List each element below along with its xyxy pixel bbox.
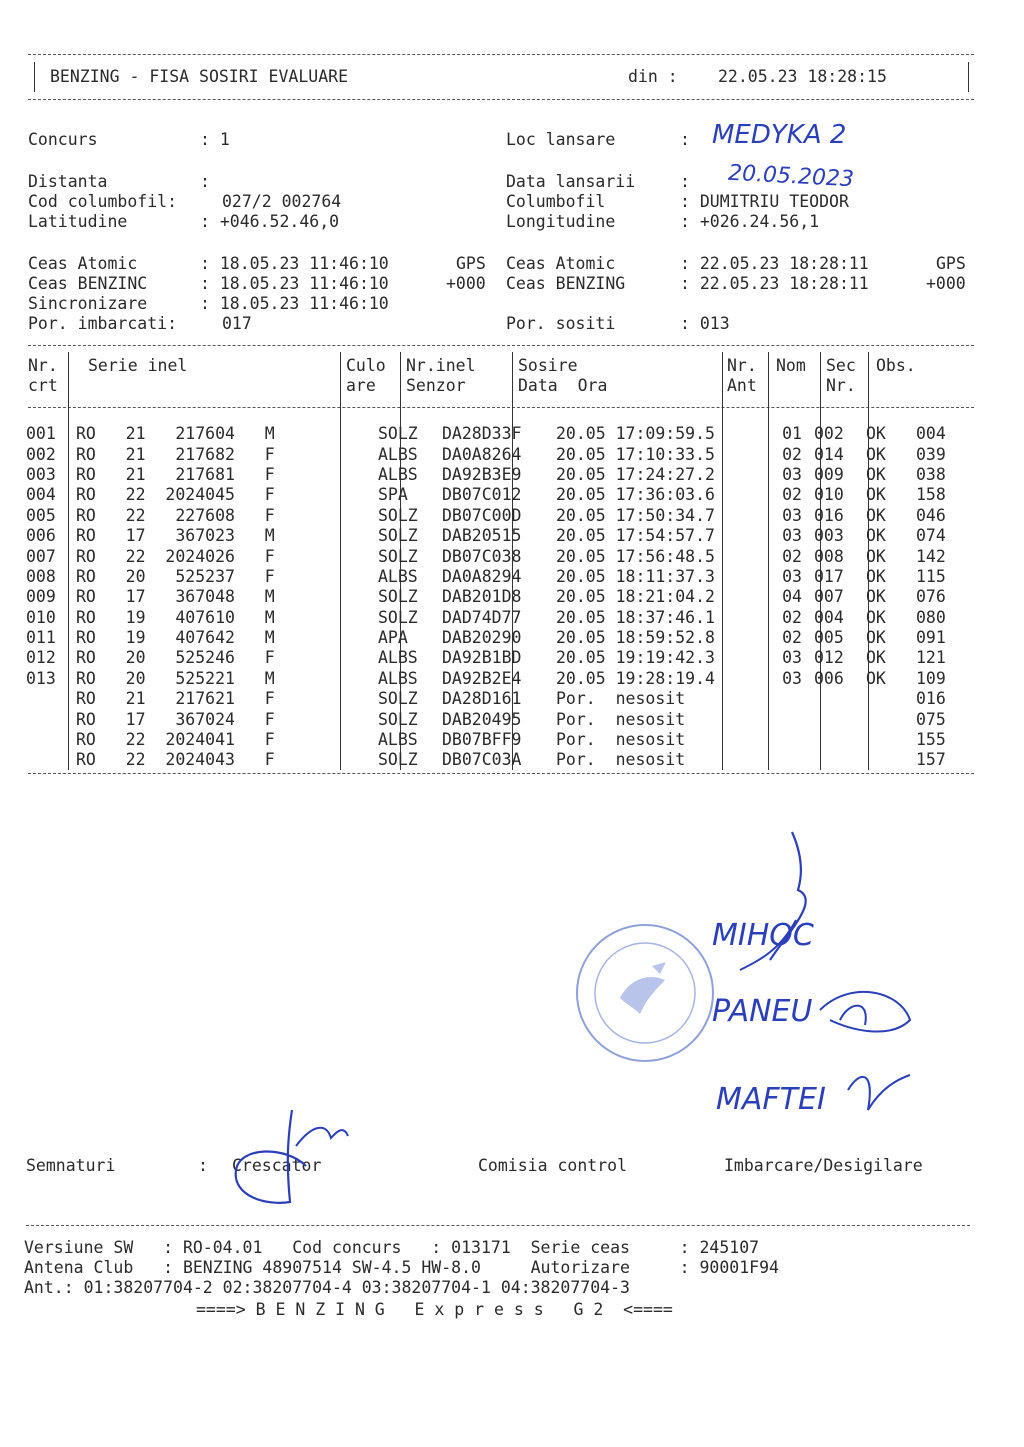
row-senzor: DAB20290 bbox=[442, 628, 522, 648]
row-senzor: DB07C038 bbox=[442, 546, 522, 566]
row-nr-crt: 011 bbox=[26, 628, 56, 648]
row-culoare: SOLZ bbox=[378, 709, 418, 729]
row-sec: OK bbox=[866, 526, 886, 546]
ceas-benzing-left-suffix: +000 bbox=[446, 274, 486, 293]
row-serie-inel: RO 17 367024 F bbox=[76, 709, 275, 729]
table-row bbox=[26, 648, 996, 668]
row-nr-ant: 02 bbox=[782, 485, 802, 505]
data-lansarii-handwritten: 20.05.2023 bbox=[727, 160, 855, 193]
row-obs: 121 bbox=[916, 648, 946, 668]
row-senzor: DA0A8264 bbox=[442, 444, 522, 464]
row-obs: 157 bbox=[916, 750, 946, 770]
row-serie-inel: RO 21 217681 F bbox=[76, 464, 275, 484]
row-serie-inel: RO 21 217621 F bbox=[76, 689, 275, 709]
row-nr-ant: 03 bbox=[782, 526, 802, 546]
row-nr-ant: 02 bbox=[782, 546, 802, 566]
row-senzor: DAD74D77 bbox=[442, 607, 522, 627]
row-senzor: DB07C00D bbox=[442, 505, 522, 525]
row-nr-crt: 009 bbox=[26, 587, 56, 607]
row-obs: 016 bbox=[916, 689, 946, 709]
row-sosire: 20.05 18:37:46.1 bbox=[556, 607, 715, 627]
latitudine-label: Latitudine bbox=[28, 212, 128, 231]
row-nom: 012 bbox=[814, 648, 844, 668]
report-date-label: din : bbox=[628, 67, 678, 86]
table-row bbox=[26, 567, 996, 587]
row-senzor: DA28D33F bbox=[442, 424, 522, 444]
report-title: BENZING - FISA SOSIRI EVALUARE bbox=[50, 67, 349, 86]
data-lansarii-colon: : bbox=[680, 172, 690, 191]
row-sosire: 20.05 17:54:57.7 bbox=[556, 526, 715, 546]
row-nom: 016 bbox=[814, 505, 844, 525]
row-nom bbox=[808, 709, 860, 729]
arrivals-table bbox=[26, 424, 996, 771]
row-nr-ant: 02 bbox=[782, 628, 802, 648]
ceas-benzing-left-value: : 18.05.23 11:46:10 bbox=[200, 274, 389, 293]
crescator-label: Crescator bbox=[232, 1156, 322, 1175]
columbofil-label: Columbofil bbox=[506, 192, 606, 211]
row-nom bbox=[808, 730, 860, 750]
row-sec: OK bbox=[866, 607, 886, 627]
row-obs: 080 bbox=[916, 607, 946, 627]
latitudine-value: : +046.52.46,0 bbox=[200, 212, 340, 231]
header-obs: Obs. bbox=[876, 356, 916, 375]
table-row bbox=[26, 628, 996, 648]
imbarcare-desigilare-label: Imbarcare/Desigilare bbox=[724, 1156, 923, 1175]
row-sec: OK bbox=[866, 485, 886, 505]
row-nom: 007 bbox=[814, 587, 844, 607]
row-culoare: SPA bbox=[378, 485, 408, 505]
porumbei-sositi-value: : 013 bbox=[680, 314, 730, 333]
row-sosire: Por. nesosit bbox=[556, 689, 686, 709]
row-senzor: DA0A8294 bbox=[442, 566, 522, 586]
row-nr-ant: 04 bbox=[782, 587, 802, 607]
row-nom: 009 bbox=[814, 464, 844, 484]
porumbei-imbarcati-label: Por. imbarcati: bbox=[28, 314, 178, 333]
distanta-label: Distanta bbox=[28, 172, 108, 191]
row-nr-ant: 03 bbox=[782, 566, 802, 586]
row-serie-inel: RO 20 525237 F bbox=[76, 566, 275, 586]
row-sec: OK bbox=[866, 505, 886, 525]
row-serie-inel: RO 17 367023 M bbox=[76, 526, 275, 546]
row-obs: 155 bbox=[916, 730, 946, 750]
row-sec: OK bbox=[866, 444, 886, 464]
row-culoare: SOLZ bbox=[378, 424, 418, 444]
longitudine-label: Longitudine bbox=[506, 212, 616, 231]
row-obs: 115 bbox=[916, 566, 946, 586]
cod-columbofil-value: 027/2 002764 bbox=[222, 192, 342, 211]
row-serie-inel: RO 21 217604 M bbox=[76, 424, 275, 444]
row-sosire: 20.05 17:56:48.5 bbox=[556, 546, 715, 566]
table-row bbox=[26, 709, 996, 729]
row-senzor: DA28D161 bbox=[442, 689, 522, 709]
ceas-benzing-right-label: Ceas BENZING bbox=[506, 274, 626, 293]
table-row bbox=[26, 485, 996, 505]
row-nr-crt: 002 bbox=[26, 444, 56, 464]
comisia-control-label: Comisia control bbox=[478, 1156, 628, 1175]
concurs-label: Concurs bbox=[28, 130, 98, 149]
ceas-benzing-left-label: Ceas BENZINC bbox=[28, 274, 148, 293]
header-nr-ant-2: Ant bbox=[727, 376, 757, 395]
header-right-border bbox=[968, 62, 969, 92]
ceas-atomic-right-suffix: GPS bbox=[936, 254, 966, 273]
row-obs: 039 bbox=[916, 444, 946, 464]
concurs-value: : 1 bbox=[200, 130, 230, 149]
row-nr-crt: 007 bbox=[26, 546, 56, 566]
row-sosire: 20.05 17:09:59.5 bbox=[556, 424, 715, 444]
row-sosire: 20.05 19:28:19.4 bbox=[556, 668, 715, 688]
header-nom: Nom bbox=[776, 356, 806, 375]
row-obs: 046 bbox=[916, 505, 946, 525]
ceas-atomic-left-value: : 18.05.23 11:46:10 bbox=[200, 254, 389, 273]
row-obs: 109 bbox=[916, 668, 946, 688]
header-culoare-1: Culo bbox=[346, 356, 386, 375]
row-culoare: ALBS bbox=[378, 464, 418, 484]
header-bottom-border bbox=[28, 99, 974, 100]
semnaturi-label: Semnaturi bbox=[26, 1156, 116, 1175]
table-row bbox=[26, 424, 996, 444]
footer-top-border bbox=[26, 1225, 970, 1226]
row-senzor: DA92B1BD bbox=[442, 648, 522, 668]
row-sec: OK bbox=[866, 464, 886, 484]
row-serie-inel: RO 17 367048 M bbox=[76, 587, 275, 607]
footer-line-software: Versiune SW : RO-04.01 Cod concurs : 013171 Serie ceas : 245107 bbox=[24, 1238, 760, 1257]
header-sec-2: Nr. bbox=[826, 376, 856, 395]
row-serie-inel: RO 22 2024043 F bbox=[76, 750, 275, 770]
row-nr-crt: 008 bbox=[26, 566, 56, 586]
row-nom: 014 bbox=[814, 444, 844, 464]
row-senzor: DB07C012 bbox=[442, 485, 522, 505]
header-nr: Nr. bbox=[28, 356, 58, 375]
row-sec: OK bbox=[866, 424, 886, 444]
row-nr-crt: 005 bbox=[26, 505, 56, 525]
row-serie-inel: RO 20 525246 F bbox=[76, 648, 275, 668]
row-culoare: APA bbox=[378, 628, 408, 648]
row-nr-crt: 006 bbox=[26, 526, 56, 546]
table-row bbox=[26, 608, 996, 628]
table-row bbox=[26, 669, 996, 689]
ceas-atomic-left-suffix: GPS bbox=[456, 254, 486, 273]
ceas-atomic-right-value: : 22.05.23 18:28:11 bbox=[680, 254, 869, 273]
ceas-atomic-left-label: Ceas Atomic bbox=[28, 254, 138, 273]
longitudine-value: : +026.24.56,1 bbox=[680, 212, 820, 231]
header-serie-inel: Serie inel bbox=[88, 356, 188, 375]
row-nr-ant bbox=[764, 730, 808, 750]
row-serie-inel: RO 22 2024041 F bbox=[76, 730, 275, 750]
row-nom: 010 bbox=[814, 485, 844, 505]
header-sosire: Sosire bbox=[518, 356, 578, 375]
loc-lansare-colon: : bbox=[680, 130, 690, 149]
row-nr-ant: 02 bbox=[782, 444, 802, 464]
table-bottom-border bbox=[28, 773, 974, 774]
ceas-benzing-right-value: : 22.05.23 18:28:11 bbox=[680, 274, 869, 293]
header-top-border bbox=[28, 54, 974, 55]
row-nom: 005 bbox=[814, 628, 844, 648]
row-serie-inel: RO 22 2024045 F bbox=[76, 485, 275, 505]
row-sec: OK bbox=[866, 648, 886, 668]
header-nr-ant-1: Nr. bbox=[727, 356, 757, 375]
row-senzor: DAB201D8 bbox=[442, 587, 522, 607]
row-sosire: 20.05 17:24:27.2 bbox=[556, 464, 715, 484]
table-row bbox=[26, 506, 996, 526]
row-sec: OK bbox=[866, 668, 886, 688]
row-culoare: SOLZ bbox=[378, 607, 418, 627]
row-culoare: SOLZ bbox=[378, 587, 418, 607]
row-nom bbox=[808, 750, 860, 770]
row-nom: 002 bbox=[814, 424, 844, 444]
data-lansarii-label: Data lansarii bbox=[506, 172, 636, 191]
row-culoare: SOLZ bbox=[378, 750, 418, 770]
row-nr-ant: 02 bbox=[782, 607, 802, 627]
row-sec bbox=[860, 709, 908, 729]
loc-lansare-handwritten: MEDYKA 2 bbox=[712, 120, 847, 150]
row-senzor: DA92B3E9 bbox=[442, 464, 522, 484]
row-culoare: ALBS bbox=[378, 648, 418, 668]
row-culoare: ALBS bbox=[378, 566, 418, 586]
signature-name-2: PANEU bbox=[712, 994, 813, 1029]
row-sosire: Por. nesosit bbox=[556, 730, 686, 750]
row-nr-ant: 03 bbox=[782, 505, 802, 525]
table-row bbox=[26, 689, 996, 709]
row-senzor: DB07BFF9 bbox=[442, 730, 522, 750]
row-nr-ant: 01 bbox=[782, 424, 802, 444]
row-nr-crt: 012 bbox=[26, 648, 56, 668]
row-nr-crt: 003 bbox=[26, 464, 56, 484]
header-senzor-1: Nr.inel bbox=[406, 356, 476, 375]
row-serie-inel: RO 20 525221 M bbox=[76, 668, 275, 688]
columbofil-value: : DUMITRIU TEODOR bbox=[680, 192, 849, 211]
club-stamp bbox=[570, 918, 720, 1068]
row-serie-inel: RO 19 407642 M bbox=[76, 628, 275, 648]
row-sec: OK bbox=[866, 546, 886, 566]
row-sosire: 20.05 17:10:33.5 bbox=[556, 444, 715, 464]
ceas-atomic-right-label: Ceas Atomic bbox=[506, 254, 616, 273]
row-nr-crt: 001 bbox=[26, 424, 56, 444]
row-culoare: SOLZ bbox=[378, 689, 418, 709]
report-date-value: 22.05.23 18:28:15 bbox=[718, 67, 887, 86]
row-nom: 006 bbox=[814, 668, 844, 688]
row-obs: 075 bbox=[916, 709, 946, 729]
distanta-value: : bbox=[200, 172, 210, 191]
row-nom: 003 bbox=[814, 526, 844, 546]
loc-lansare-label: Loc lansare bbox=[506, 130, 616, 149]
footer-line-antena: Antena Club : BENZING 48907514 SW-4.5 HW-8.0 Autorizare : 90001F94 bbox=[24, 1258, 779, 1277]
row-nr-crt: 013 bbox=[26, 668, 56, 688]
row-sosire: Por. nesosit bbox=[556, 750, 686, 770]
row-nom bbox=[808, 689, 860, 709]
row-serie-inel: RO 19 407610 M bbox=[76, 607, 275, 627]
row-nom: 017 bbox=[814, 566, 844, 586]
table-row bbox=[26, 465, 996, 485]
row-senzor: DAB20515 bbox=[442, 526, 522, 546]
row-nom: 004 bbox=[814, 607, 844, 627]
row-culoare: ALBS bbox=[378, 668, 418, 688]
header-culoare-2: are bbox=[346, 376, 376, 395]
table-row bbox=[26, 444, 996, 464]
row-serie-inel: RO 22 2024026 F bbox=[76, 546, 275, 566]
committee-signature-strokes bbox=[700, 820, 940, 1140]
table-row bbox=[26, 546, 996, 566]
header-sec-1: Sec bbox=[826, 356, 856, 375]
table-row bbox=[26, 730, 996, 750]
row-obs: 004 bbox=[916, 424, 946, 444]
row-sec bbox=[860, 689, 908, 709]
header-senzor-2: Senzor bbox=[406, 376, 466, 395]
sincronizare-label: Sincronizare bbox=[28, 294, 148, 313]
row-obs: 091 bbox=[916, 628, 946, 648]
table-row bbox=[26, 750, 996, 770]
row-nr-ant bbox=[764, 689, 808, 709]
row-senzor: DAB20495 bbox=[442, 709, 522, 729]
header-data-ora: Data Ora bbox=[518, 376, 608, 395]
footer-line-antennas: Ant.: 01:38207704-2 02:38207704-4 03:38207704-1 04:38207704-3 bbox=[24, 1278, 630, 1297]
table-header-bottom-border bbox=[28, 407, 974, 408]
row-culoare: SOLZ bbox=[378, 505, 418, 525]
row-nr-ant: 03 bbox=[782, 668, 802, 688]
row-sosire: 20.05 18:21:04.2 bbox=[556, 587, 715, 607]
row-obs: 038 bbox=[916, 464, 946, 484]
row-obs: 142 bbox=[916, 546, 946, 566]
row-nr-ant: 03 bbox=[782, 648, 802, 668]
row-sosire: 20.05 18:11:37.3 bbox=[556, 566, 715, 586]
row-sosire: 20.05 19:19:42.3 bbox=[556, 648, 715, 668]
row-nr-ant bbox=[764, 709, 808, 729]
row-sosire: 20.05 18:59:52.8 bbox=[556, 628, 715, 648]
row-sec: OK bbox=[866, 566, 886, 586]
sincronizare-value: : 18.05.23 11:46:10 bbox=[200, 294, 389, 313]
row-nr-crt bbox=[26, 709, 68, 729]
semnaturi-colon: : bbox=[198, 1156, 208, 1175]
table-row bbox=[26, 587, 996, 607]
table-row bbox=[26, 526, 996, 546]
row-senzor: DA92B2E4 bbox=[442, 668, 522, 688]
porumbei-imbarcati-value: 017 bbox=[222, 314, 252, 333]
row-nr-crt bbox=[26, 689, 68, 709]
row-culoare: SOLZ bbox=[378, 546, 418, 566]
row-serie-inel: RO 21 217682 F bbox=[76, 444, 275, 464]
signature-name-1: MIHOC bbox=[712, 918, 814, 953]
row-obs: 074 bbox=[916, 526, 946, 546]
porumbei-sositi-label: Por. sositi bbox=[506, 314, 616, 333]
row-nom: 008 bbox=[814, 546, 844, 566]
header-crt: crt bbox=[28, 376, 58, 395]
row-nr-crt bbox=[26, 750, 68, 770]
row-nr-crt: 010 bbox=[26, 607, 56, 627]
row-nr-crt bbox=[26, 730, 68, 750]
row-culoare: SOLZ bbox=[378, 526, 418, 546]
row-nr-ant: 03 bbox=[782, 464, 802, 484]
row-sosire: 20.05 17:50:34.7 bbox=[556, 505, 715, 525]
row-obs: 076 bbox=[916, 587, 946, 607]
row-sec: OK bbox=[866, 587, 886, 607]
row-culoare: ALBS bbox=[378, 444, 418, 464]
row-sec bbox=[860, 750, 908, 770]
row-sec: OK bbox=[866, 628, 886, 648]
row-nr-crt: 004 bbox=[26, 485, 56, 505]
cod-columbofil-label: Cod columbofil: bbox=[28, 192, 178, 211]
row-sec bbox=[860, 730, 908, 750]
crescator-signature bbox=[226, 1106, 356, 1216]
row-sosire: 20.05 17:36:03.6 bbox=[556, 485, 715, 505]
row-culoare: ALBS bbox=[378, 730, 418, 750]
ceas-benzing-right-suffix: +000 bbox=[926, 274, 966, 293]
table-header-top-border bbox=[28, 345, 974, 346]
row-serie-inel: RO 22 227608 F bbox=[76, 505, 275, 525]
row-senzor: DB07C03A bbox=[442, 750, 522, 770]
header-left-border bbox=[34, 62, 35, 92]
row-nr-ant bbox=[764, 750, 808, 770]
row-sosire: Por. nesosit bbox=[556, 709, 686, 729]
row-obs: 158 bbox=[916, 485, 946, 505]
signature-name-3: MAFTEI bbox=[716, 1082, 826, 1117]
footer-brand: ====> B E N Z I N G E x p r e s s G 2 <==== bbox=[196, 1300, 673, 1319]
